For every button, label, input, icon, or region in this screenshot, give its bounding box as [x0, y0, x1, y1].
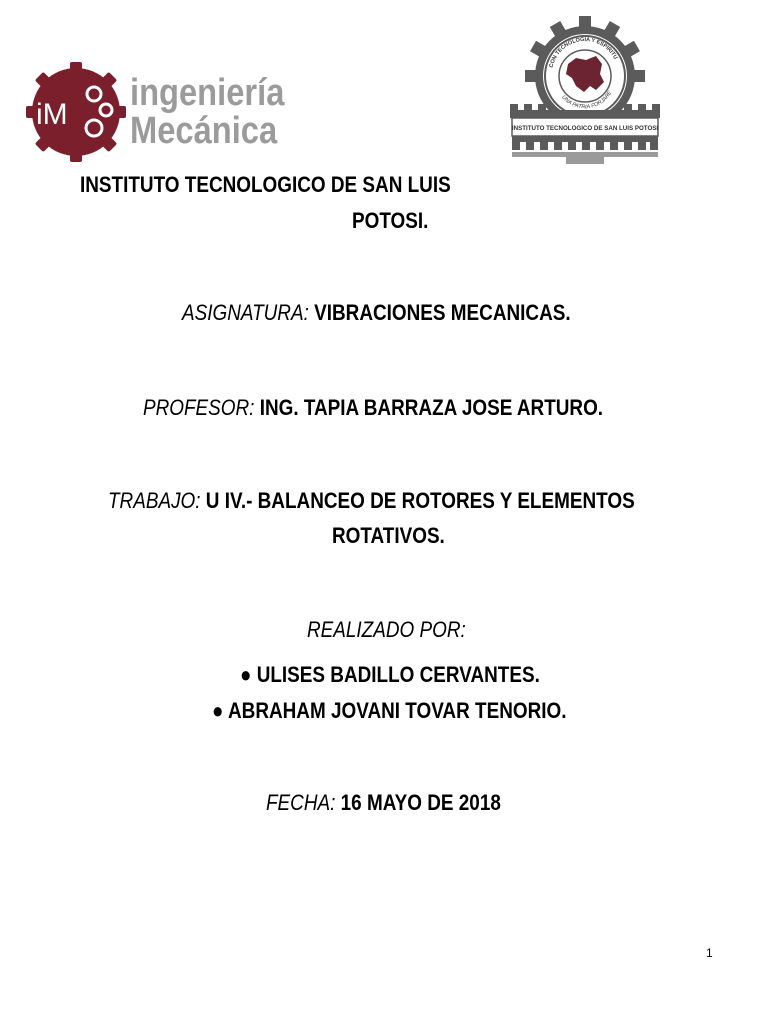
subject-row: [182, 302, 571, 324]
itslp-seal-logo: [506, 14, 664, 166]
bullet-icon: ●: [212, 698, 224, 723]
work-label: TRABAJO:: [108, 488, 201, 513]
professor-row: [143, 397, 603, 419]
seal-ring-text: CON TECNOLOGIA Y ESPIRITU: [548, 36, 619, 69]
author-name: ABRAHAM JOVANI TOVAR TENORIO.: [227, 698, 567, 723]
date-row: [266, 792, 501, 814]
work-value-line-1: U IV.- BALANCEO DE ROTORES Y ELEMENTOS: [200, 488, 635, 513]
date-value: 16 MAYO DE 2018: [335, 790, 501, 815]
author-item: [240, 664, 540, 686]
logo-wordmark: [130, 74, 310, 150]
institution-line-2: POTOSI.: [352, 208, 429, 233]
logo-word-mecanica: Mecánica: [130, 110, 278, 152]
work-value-line-2: ROTATIVOS.: [332, 523, 445, 548]
professor-value: ING. TAPIA BARRAZA JOSE ARTURO.: [254, 395, 604, 420]
work-row: [108, 490, 635, 512]
authors-label: REALIZADO POR:: [307, 617, 466, 642]
seal-banner-text: INSTITUTO TECNOLOGICO DE SAN LUIS POTOSI: [511, 125, 659, 132]
date-label: FECHA:: [266, 790, 336, 815]
professor-label: PROFESOR:: [143, 395, 255, 420]
gear-badge-icon: [26, 60, 130, 164]
subject-label: ASIGNATURA:: [182, 300, 309, 325]
author-item: [212, 700, 566, 722]
monogram-text: iM: [36, 98, 68, 131]
seal-ring-text-bottom: UNA PATRIA FORJARE: [560, 90, 614, 111]
logo-word-ingenieria: ingeniería: [130, 72, 285, 114]
itslp-gear-seal-icon: [506, 14, 664, 166]
author-name: ULISES BADILLO CERVANTES.: [256, 662, 540, 687]
subject-value: VIBRACIONES MECANICAS.: [308, 300, 571, 325]
ingenieria-mecanica-logo: [26, 60, 288, 164]
page-number: 1: [706, 946, 713, 960]
bullet-icon: ●: [240, 662, 252, 687]
institution-line-1: INSTITUTO TECNOLOGICO DE SAN LUIS: [80, 172, 451, 197]
